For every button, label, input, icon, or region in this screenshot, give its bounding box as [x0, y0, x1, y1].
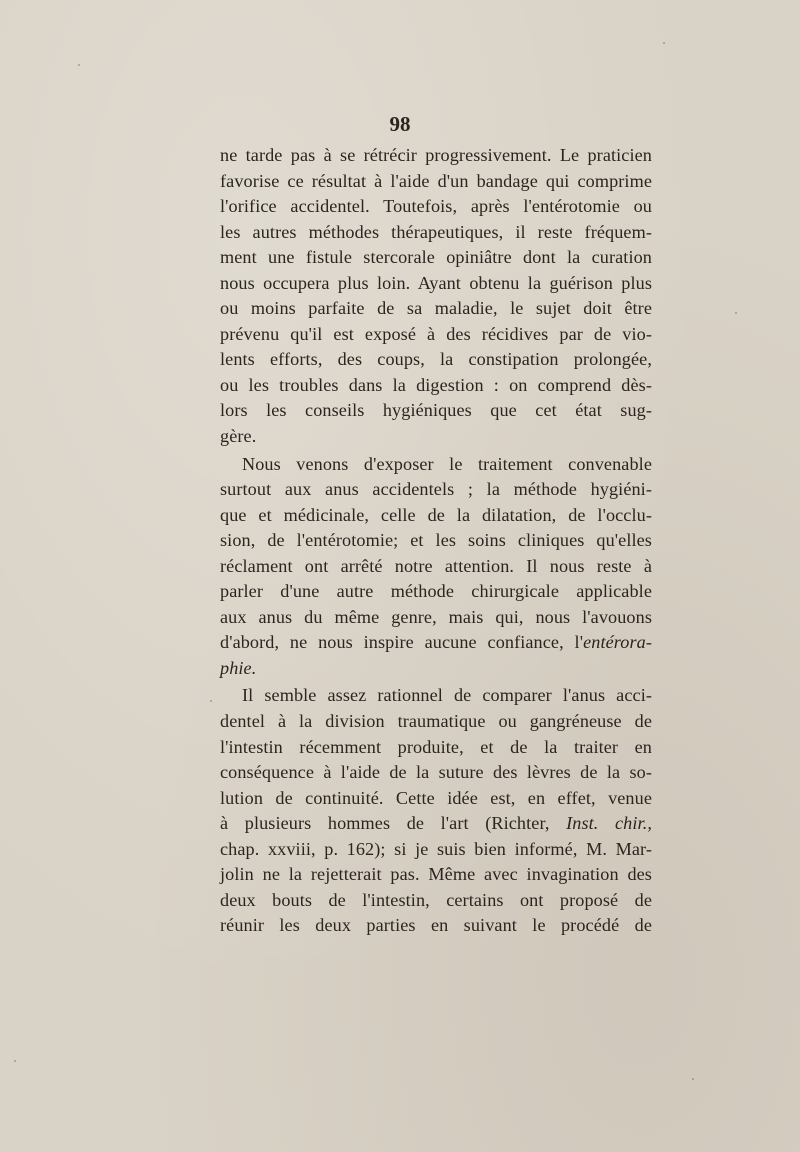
text-line: chap. xxviii, p. 162); si je suis bien informé, M. Mar- — [220, 838, 652, 859]
text-line — [220, 656, 652, 682]
text-line: Nous venons d'exposer le traitement convenable — [242, 453, 652, 474]
text-line-with-italic — [220, 811, 652, 837]
text-line: nous occupera plus loin. Ayant obtenu la guérison plus — [220, 272, 652, 293]
text-fragment: d'abord, ne nous inspire aucune confiance, l' — [220, 632, 584, 653]
paper-speck — [14, 1060, 16, 1062]
text-line: dentel à la division traumatique ou gangréneuse de — [220, 711, 652, 732]
text-line: surtout aux anus accidentels ; la méthode hygiéni- — [220, 479, 652, 500]
italic-term: entérora- — [583, 632, 652, 653]
page-number: 98 — [389, 112, 411, 136]
body-text — [220, 143, 652, 939]
paragraph-3 — [220, 683, 652, 938]
text-line: lution de continuité. Cette idée est, en effet, venue — [220, 787, 652, 808]
text-line: aux anus du même genre, mais qui, nous l'avouons — [220, 606, 652, 627]
paper-speck — [735, 312, 737, 314]
paper-speck — [210, 700, 212, 702]
text-line: l'intestin récemment produite, et de la traiter en — [220, 736, 652, 757]
text-line: prévenu qu'il est exposé à des récidives par de vio- — [220, 323, 652, 344]
text-line: ment une fistule stercorale opiniâtre dont la curation — [220, 247, 652, 268]
text-line: parler d'une autre méthode chirurgicale applicable — [220, 581, 652, 602]
paper-speck — [663, 42, 665, 44]
paper-speck — [78, 64, 80, 66]
text-line: les autres méthodes thérapeutiques, il reste fréquem- — [220, 221, 652, 242]
paper-speck — [692, 1078, 694, 1080]
text-line: l'orifice accidentel. Toutefois, après l'entérotomie ou — [220, 196, 652, 217]
text-line: sion, de l'entérotomie; et les soins cliniques qu'elles — [220, 530, 652, 551]
text-line: gère. — [220, 426, 257, 447]
text-line: que et médicinale, celle de la dilatation, de l'occlu- — [220, 504, 652, 525]
text-line: lents efforts, des coups, la constipation prolongée, — [220, 349, 652, 370]
text-line: jolin ne la rejetterait pas. Même avec invagination des — [220, 864, 652, 885]
text-line: Il semble assez rationnel de comparer l'anus acci- — [242, 685, 652, 706]
text-line: deux bouts de l'intestin, certains ont proposé de — [220, 889, 652, 910]
text-line: ou les troubles dans la digestion : on comprend dès- — [220, 374, 652, 395]
text-line: ne tarde pas à se rétrécir progressivement. Le praticien — [220, 145, 652, 165]
text-line: ou moins parfaite de sa maladie, le sujet doit être — [220, 298, 652, 319]
text-line: conséquence à l'aide de la suture des lèvres de la so- — [220, 762, 652, 783]
paragraph-1 — [220, 143, 652, 450]
text-line: réunir les deux parties en suivant le procédé de — [220, 915, 652, 936]
text-line: réclament ont arrêté notre attention. Il nous reste à — [220, 555, 652, 576]
italic-term: phie. — [220, 657, 257, 678]
text-fragment: à plusieurs hommes de l'art (Richter, — [220, 813, 550, 834]
text-line: lors les conseils hygiéniques que cet état sug- — [220, 400, 652, 421]
italic-citation: Inst. chir., — [566, 813, 652, 834]
paragraph-2 — [220, 452, 652, 682]
text-line-with-italic — [220, 630, 652, 656]
text-line: favorise ce résultat à l'aide d'un bandage qui comprime — [220, 170, 652, 191]
